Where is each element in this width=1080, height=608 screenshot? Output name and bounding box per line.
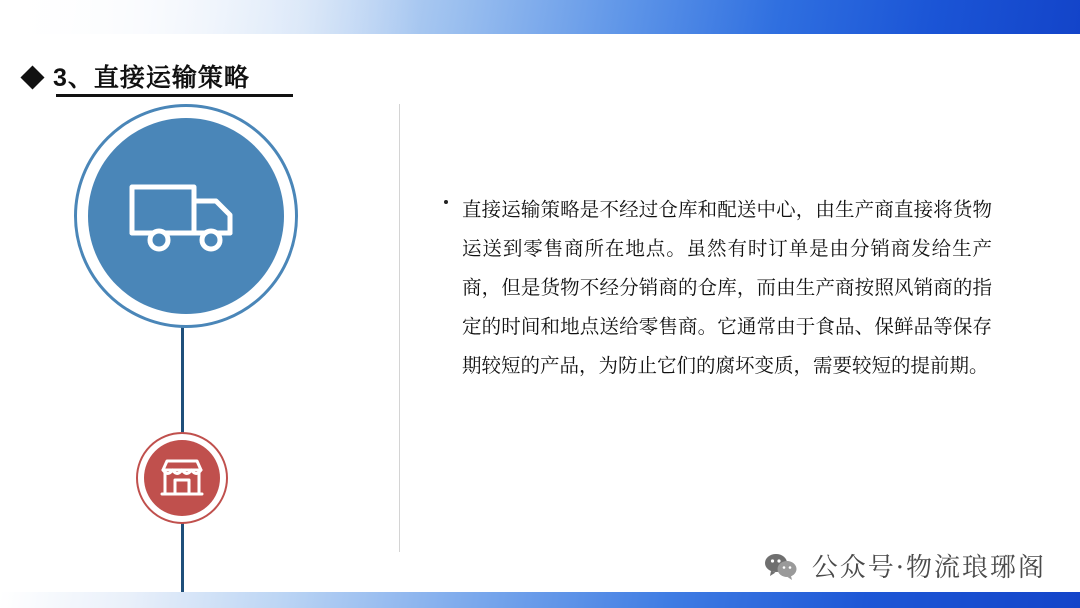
bottom-gradient-bar	[0, 592, 1080, 608]
body-content	[462, 190, 992, 385]
title-underline	[56, 94, 293, 97]
retailer-node-fill	[144, 440, 220, 516]
manufacturer-node	[74, 104, 298, 328]
diamond-bullet-icon	[20, 65, 44, 89]
retail-store-icon	[158, 456, 206, 500]
delivery-truck-icon	[126, 177, 246, 255]
page-title	[24, 58, 250, 94]
top-gradient-bar	[0, 0, 1080, 34]
watermark	[764, 547, 1046, 584]
retailer-node	[136, 432, 228, 524]
content-divider	[399, 104, 400, 552]
page-title-text: 3、直接运输策略	[53, 64, 250, 92]
body-paragraph: 直接运输策略是不经过仓库和配送中心，由生产商直接将货物运送到零售商所在地点。虽然有时订单是由分销商发给生产商，但是货物不经分销商的仓库，而由生产商按照风销商的指定的时间和地点送给零售商。它通常由于食品、保鲜品等保存期较短的产品，为防止它们的腐坏变质，需要较短的提前期。	[462, 198, 992, 377]
manufacturer-node-fill	[88, 118, 284, 314]
top-gradient-fade	[0, 0, 420, 34]
wechat-icon	[764, 552, 798, 580]
left-graphic-column	[58, 104, 318, 608]
watermark-text: 公众号·物流琅琊阁	[811, 553, 1046, 583]
paragraph-bullet-icon	[444, 200, 448, 204]
